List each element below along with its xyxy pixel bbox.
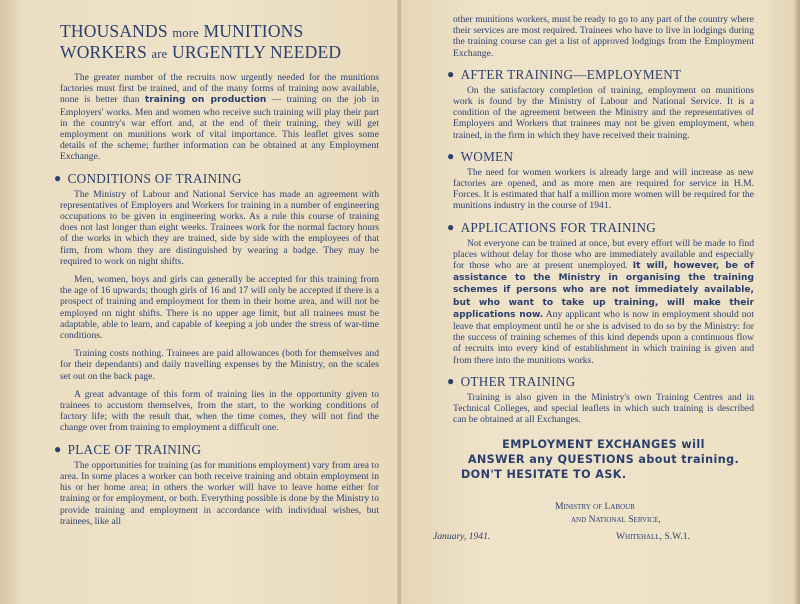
signature-place: Whitehall, S.W.1.: [616, 531, 690, 543]
paragraph-text: Any applicant who is now in employment should not leave that employment until he or she is advised to do so by the Ministry: for the success of training schemes of this kind depends upon a continuous flow of recruits into every kind of establishment in which training is given and from there into the munitions works.: [453, 308, 754, 366]
left-page: [0, 0, 399, 604]
employment-exchanges-notice: [453, 437, 754, 482]
notice-line: EMPLOYMENT EXCHANGES will: [502, 438, 705, 452]
paragraph: Training costs nothing. Trainees are paid allowances (both for themselves and for their dependants) and daily travelling expenses by the Ministry, on the scales set out on the back page.: [60, 348, 379, 382]
section-heading-after-training: [447, 67, 754, 82]
signature-block: [433, 500, 754, 560]
section-heading-other: [447, 374, 754, 389]
section-heading-text: CONDITIONS OF TRAINING: [67, 170, 242, 186]
section-heading-text: OTHER TRAINING: [460, 373, 576, 389]
paragraph: other munitions workers, must be ready to go to any part of the country where their services are most required. Trainees who have to live in lodgings during the training course can get a list of approved lodgings from the Employment Exchange.: [453, 14, 754, 59]
paragraph-bold-text: It will, however, be of assistance to the Ministry in organising the training schemes if persons who are not immediately available, but who want to take up training, will make their applications now.: [453, 261, 754, 320]
signature-org-line: Ministry of Labour: [555, 501, 635, 513]
paragraph: On the satisfactory completion of training, employment on munitions work is found by the Ministry of Labour and National Service. It is a condition of the agreement between the Ministry and the representatives of Employers and Workers that trainees may not be given employment, when trained, in the firm in which they have received their training.: [453, 84, 754, 141]
notice-line: ANSWER any QUESTIONS about training.: [467, 453, 740, 467]
paragraph: A great advantage of this form of training lies in the opportunity given to trainees to accustom themselves, from the start, to the working conditions of factory life; with the result that, when the time comes, they will not find the change over from training to employment a difficult one.: [60, 388, 379, 434]
intro-paragraph: [60, 72, 379, 163]
title-word: WORKERS: [60, 42, 147, 62]
paragraph: The opportunities for training (as for munitions employment) vary from area to area. In some places a worker can both receive training and obtain employment in his or her home area; in others the worker will have to leave home either for training or for employment, or both. Everything possible is done by the Ministry to provide training and employment in accordance with individual wishes, but trainees, like all: [60, 459, 379, 527]
section-heading-conditions: [54, 171, 379, 186]
signature-date: January, 1941.: [433, 531, 491, 543]
paragraph: The need for women workers is already large and will increase as new factories are opened, and as more men are required for service in H.M. Forces. It is estimated that half a million more women will be required for the munitions industry in the course of 1941.: [453, 166, 754, 212]
signature-org-line: and National Service,: [571, 514, 661, 526]
paragraph-text: Not everyone can be trained at once, but every effort will be made to find places without delay for those who are immediately available and especially for those who are at present unemployed.: [453, 237, 754, 272]
intro-text: — training on the job in Employers' works. Men and women who receive such training will play their part in the country's war effort and, at the end of their training, they will get employment on munitions work of vital importance. This leaflet gives some details of the scheme; further information can be obtained at any Employment Exchange.: [60, 94, 379, 163]
intro-bold-text: training on production: [144, 95, 267, 106]
bullet-icon: ●: [447, 66, 455, 81]
page-edge-right: [794, 0, 800, 604]
title-word: MUNITIONS: [203, 21, 304, 41]
section-heading-women: [447, 149, 754, 164]
leaflet-title: [60, 22, 379, 64]
paragraph: Men, women, boys and girls can generally be accepted for this training from the age of 16 upwards; though girls of 16 and 17 will only be accepted if there is a prospect of training and employment for them in their home area, and will not be employed on night shifts. There is no upper age limit, but all trainees must be adaptable, able to learn, and capable of keeping a job under the stress of war-time conditions.: [60, 274, 379, 342]
notice-line: DON'T HESITATE TO ASK.: [461, 468, 627, 482]
bullet-icon: ●: [447, 148, 455, 163]
right-page: [401, 0, 800, 604]
title-word: URGENTLY NEEDED: [171, 42, 342, 62]
section-heading-text: WOMEN: [460, 148, 514, 164]
bullet-icon: ●: [447, 373, 455, 388]
bullet-icon: ●: [447, 219, 455, 234]
paragraph: Training is also given in the Ministry's own Training Centres and in Technical Colleges, and special leaflets in which such training is described can be obtained at all Exchanges.: [453, 391, 754, 426]
section-heading-text: PLACE OF TRAINING: [67, 441, 202, 457]
bullet-icon: ●: [54, 170, 62, 185]
paragraph: The Ministry of Labour and National Service has made an agreement with representatives of Employers and Workers for training in a number of engineering occupations to be given in engineering works. As a rule this course of training does not last longer than eight weeks. Trainees work for the normal factory hours of the works in which they are trained, side by side with the employees of that firm, from whom they are distinguished by wearing a badge. They may be required to work on night shifts.: [60, 188, 379, 267]
title-word: more: [172, 26, 199, 40]
section-heading-applications: [447, 220, 754, 235]
paragraph: [453, 238, 754, 366]
intro-text: The greater number of the recruits now urgently needed for the munitions factories must first be trained, and of the many forms of training now available, none is better than: [60, 72, 379, 106]
title-word: are: [151, 47, 168, 61]
section-heading-place: [54, 442, 379, 457]
section-heading-text: AFTER TRAINING—EMPLOYMENT: [460, 66, 682, 82]
title-word: THOUSANDS: [60, 21, 168, 41]
bullet-icon: ●: [54, 441, 62, 456]
section-heading-text: APPLICATIONS FOR TRAINING: [460, 219, 657, 235]
